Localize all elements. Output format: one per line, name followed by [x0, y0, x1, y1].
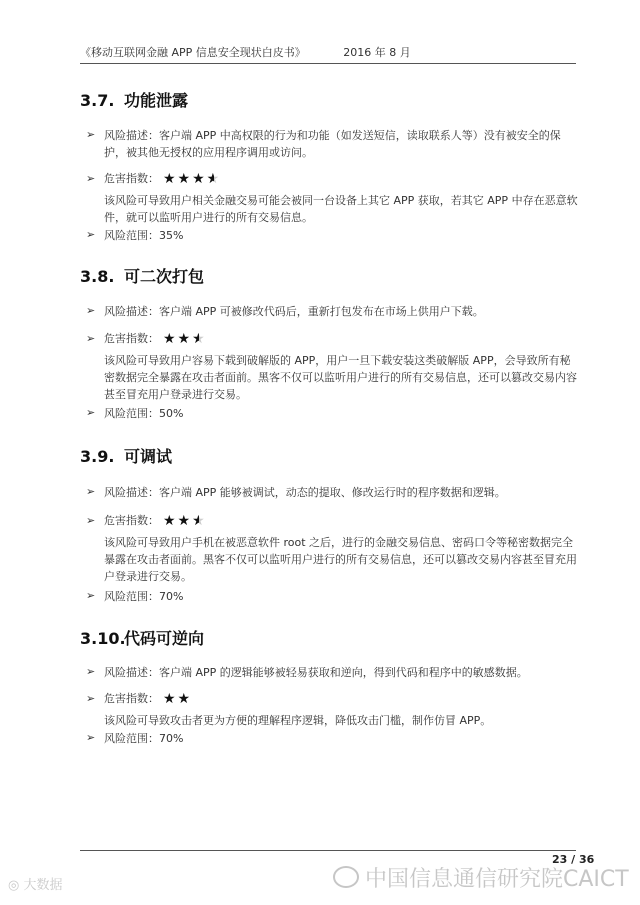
- scope-value: 35%: [159, 229, 184, 242]
- page-header: [80, 44, 411, 60]
- scope-value: 70%: [159, 590, 184, 603]
- risk-description: [104, 127, 580, 161]
- section-title: [80, 444, 172, 467]
- page-number: 23 / 36: [552, 853, 595, 866]
- bullet-arrow-icon: ➢: [86, 589, 96, 602]
- bullet-arrow-icon: ➢: [86, 172, 96, 185]
- bullet-arrow-icon: ➢: [86, 692, 96, 705]
- scope-label: 风险范围：: [104, 407, 159, 420]
- harm-label: 危害指数：: [104, 514, 159, 527]
- harm-index: [104, 512, 580, 530]
- watermark-right-text: 中国信息通信研究院CAICT: [365, 867, 629, 892]
- star-rating-icon: ★★★ ★: [163, 513, 207, 530]
- bullet-arrow-icon: ➢: [86, 665, 96, 678]
- risk-description: [104, 303, 580, 320]
- desc-text: 客户端 APP 可被修改代码后，重新打包发布在市场上供用户下载。: [159, 305, 484, 318]
- desc-label: 风险描述：: [104, 305, 159, 318]
- bullet-arrow-icon: ➢: [86, 304, 96, 317]
- header-rule: [80, 63, 576, 64]
- section-heading: 代码可逆向: [124, 629, 205, 648]
- impact-text: 该风险可导致用户手机在被恶意软件 root 之后，进行的金融交易信息、密码口令等秘密数据完全暴露在攻击者面前。黑客不仅可以监听用户进行的所有交易信息，还可以篡改交易内容甚至冒充用户登录进行交易。: [104, 536, 577, 583]
- header-date: 2016 年 8 月: [343, 46, 411, 59]
- watermark-left-text: 大数据: [23, 878, 63, 893]
- bullet-arrow-icon: ➢: [86, 731, 96, 744]
- bullet-arrow-icon: ➢: [86, 128, 96, 141]
- section-number: 3.8.: [80, 267, 115, 286]
- section-number: 3.7.: [80, 91, 115, 110]
- risk-description: [104, 484, 580, 501]
- risk-scope: [104, 227, 580, 244]
- harm-label: 危害指数：: [104, 172, 159, 185]
- desc-label: 风险描述：: [104, 666, 159, 679]
- harm-index: [104, 330, 580, 348]
- watermark-weibo: [8, 874, 63, 893]
- harm-label: 危害指数：: [104, 692, 159, 705]
- section-number: 3.9.: [80, 447, 115, 466]
- scope-value: 70%: [159, 732, 184, 745]
- impact-text: 该风险可导致用户相关金融交易可能会被同一台设备上其它 APP 获取，若其它 APP 中存在恶意软件，就可以监听用户进行的所有交易信息。: [104, 194, 578, 224]
- star-rating-icon: ★★★★ ★: [163, 171, 221, 188]
- scope-value: 50%: [159, 407, 184, 420]
- risk-scope: [104, 405, 580, 422]
- bullet-arrow-icon: ➢: [86, 485, 96, 498]
- bullet-arrow-icon: ➢: [86, 332, 96, 345]
- impact-text: 该风险可导致用户容易下载到破解版的 APP，用户一旦下载安装这类破解版 APP，会导致所有秘密数据完全暴露在攻击者面前。黑客不仅可以监听用户进行的所有交易信息，还可以篡改交易内容甚至冒充用户登录进行交易。: [104, 354, 577, 401]
- risk-description: [104, 664, 580, 681]
- section-heading: 可二次打包: [124, 267, 205, 286]
- watermark-caict: [333, 862, 629, 893]
- scope-label: 风险范围：: [104, 732, 159, 745]
- wechat-icon: [333, 866, 359, 888]
- impact-text: 该风险可导致攻击者更为方便的理解程序逻辑，降低攻击门槛，制作仿冒 APP。: [104, 714, 492, 727]
- section-heading: 功能泄露: [124, 91, 189, 110]
- risk-scope: [104, 730, 580, 747]
- desc-text: 客户端 APP 能够被调试，动态的提取、修改运行时的程序数据和逻辑。: [159, 486, 506, 499]
- desc-label: 风险描述：: [104, 129, 159, 142]
- section-number: 3.10.: [80, 629, 126, 648]
- harm-index: [104, 690, 580, 708]
- risk-scope: [104, 588, 580, 605]
- footer-rule: [80, 850, 576, 851]
- star-rating-icon: ★★★ ★: [163, 331, 207, 348]
- scope-label: 风险范围：: [104, 229, 159, 242]
- star-rating-icon: ★★: [163, 691, 193, 707]
- desc-text: 客户端 APP 的逻辑能够被轻易获取和逆向，得到代码和程序中的敏感数据。: [159, 666, 528, 679]
- section-title: [80, 88, 188, 111]
- bullet-arrow-icon: ➢: [86, 228, 96, 241]
- bullet-arrow-icon: ➢: [86, 514, 96, 527]
- harm-index: [104, 170, 580, 188]
- desc-text: 客户端 APP 中高权限的行为和功能（如发送短信，读取联系人等）没有被安全的保护，被其他无授权的应用程序调用或访问。: [104, 129, 561, 159]
- desc-label: 风险描述：: [104, 486, 159, 499]
- section-title: [80, 264, 204, 287]
- scope-label: 风险范围：: [104, 590, 159, 603]
- bullet-arrow-icon: ➢: [86, 406, 96, 419]
- harm-label: 危害指数：: [104, 332, 159, 345]
- weibo-icon: ◎: [8, 878, 20, 893]
- section-heading: 可调试: [124, 447, 173, 466]
- section-title: [80, 626, 204, 649]
- header-title: 《移动互联网金融 APP 信息安全现状白皮书》: [80, 46, 306, 59]
